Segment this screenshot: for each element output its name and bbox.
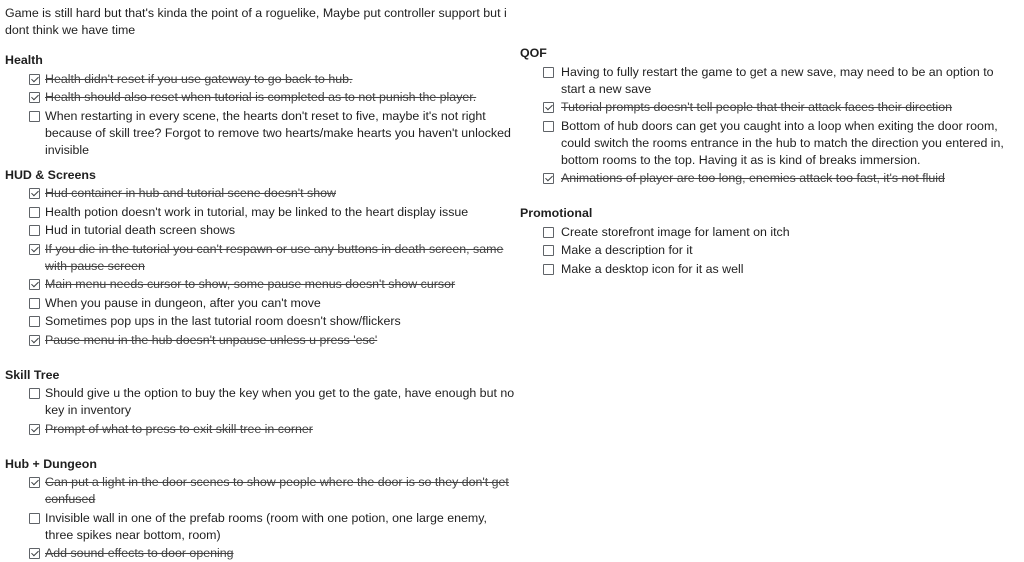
item-text: Can put a light in the door scenes to show people where the door is so they don't get confused (45, 475, 509, 506)
checklist-item (5, 332, 515, 349)
section-title: Promotional (520, 205, 1020, 222)
item-text: Should give u the option to buy the key when you get to the gate, have enough but no key in inventory (45, 386, 514, 417)
item-text: Prompt of what to press to exit skill tree in corner (45, 422, 313, 436)
checklist-item (5, 295, 515, 312)
section-health (5, 52, 515, 159)
item-text: Hud container in hub and tutorial scene doesn't show (45, 186, 336, 200)
checkbox[interactable] (543, 227, 554, 238)
checklist-item (520, 170, 1020, 187)
checkbox[interactable] (29, 335, 40, 346)
checklist-item (5, 474, 515, 508)
section-title: QOF (520, 45, 1020, 62)
checkbox[interactable] (29, 316, 40, 327)
checklist-item (5, 241, 515, 275)
item-text: Main menu needs cursor to show, some pause menus doesn't show cursor (45, 277, 455, 291)
section-title: HUD & Screens (5, 167, 515, 184)
checklist-item (5, 71, 515, 88)
checklist-item (5, 313, 515, 330)
item-text: When you pause in dungeon, after you can't move (45, 296, 321, 310)
item-text: Pause menu in the hub doesn't unpause unless u press 'esc' (45, 333, 377, 347)
checkbox[interactable] (29, 111, 40, 122)
checkbox[interactable] (543, 173, 554, 184)
checklist-item (520, 242, 1020, 259)
checklist (5, 474, 515, 562)
checklist-item (520, 224, 1020, 241)
item-text: Hud in tutorial death screen shows (45, 223, 235, 237)
checklist-item (5, 222, 515, 239)
checklist-item (5, 89, 515, 106)
checklist-item (5, 510, 515, 544)
item-text: Tutorial prompts doesn't tell people that their attack faces their direction (561, 100, 952, 114)
checklist-item (520, 118, 1020, 169)
item-text: Animations of player are too long, enemies attack too fast, it's not fluid (561, 171, 945, 185)
section-title: Health (5, 52, 515, 69)
checkbox[interactable] (29, 298, 40, 309)
item-text: If you die in the tutorial you can't respawn or use any buttons in death screen, same with pause screen (45, 242, 503, 273)
checkbox[interactable] (543, 121, 554, 132)
item-text: Health didn't reset if you use gateway to go back to hub. (45, 72, 353, 86)
section-promotional (520, 205, 1020, 278)
item-text: Bottom of hub doors can get you caught into a loop when exiting the door room, could switch the rooms entrance in the hub to match the direction you entered in, bottom rooms to the top. Having it as is kind of breaks immersion. (561, 119, 1004, 167)
checkbox[interactable] (29, 279, 40, 290)
item-text: Health should also reset when tutorial is completed as to not punish the player. (45, 90, 476, 104)
checkbox[interactable] (29, 477, 40, 488)
checkbox[interactable] (29, 74, 40, 85)
checkbox[interactable] (543, 67, 554, 78)
intro-paragraph: Game is still hard but that's kinda the point of a roguelike, Maybe put controller support but i dont think we have time (5, 5, 515, 39)
checklist-item (520, 261, 1020, 278)
checklist (520, 224, 1020, 278)
left-column (5, 52, 515, 562)
checklist (5, 385, 515, 438)
section-qof (520, 45, 1020, 187)
checkbox[interactable] (29, 548, 40, 559)
checkbox[interactable] (29, 92, 40, 103)
checkbox[interactable] (543, 102, 554, 113)
checklist-item (5, 385, 515, 419)
item-text: Sometimes pop ups in the last tutorial room doesn't show/flickers (45, 314, 401, 328)
checklist-item (5, 204, 515, 221)
checklist-item (5, 545, 515, 562)
item-text: Invisible wall in one of the prefab rooms (room with one potion, one large enemy, three spikes near bottom, room) (45, 511, 487, 542)
checkbox[interactable] (29, 244, 40, 255)
checkbox[interactable] (29, 513, 40, 524)
checkbox[interactable] (29, 188, 40, 199)
right-column (520, 45, 1020, 278)
checkbox[interactable] (29, 225, 40, 236)
checkbox[interactable] (543, 264, 554, 275)
item-text: Make a description for it (561, 243, 693, 257)
checklist-item (520, 99, 1020, 116)
item-text: Add sound effects to door opening (45, 546, 234, 560)
checklist (520, 64, 1020, 188)
checklist-item (5, 276, 515, 293)
checkbox[interactable] (29, 207, 40, 218)
checklist-item (520, 64, 1020, 98)
section-skill-tree (5, 367, 515, 438)
section-title: Skill Tree (5, 367, 515, 384)
checkbox[interactable] (29, 424, 40, 435)
item-text: Having to fully restart the game to get a new save, may need to be an option to start a new save (561, 65, 994, 96)
section-hud-screens (5, 167, 515, 349)
checkbox[interactable] (29, 388, 40, 399)
section-title: Hub + Dungeon (5, 456, 515, 473)
checklist-item (5, 108, 515, 159)
checklist-item (5, 185, 515, 202)
section-hub-dungeon (5, 456, 515, 562)
item-text: When restarting in every scene, the hearts don't reset to five, maybe it's not right because of skill tree? Forgot to remove two hearts/make hearts you haven't unlocked invisible (45, 109, 511, 157)
checklist (5, 71, 515, 159)
item-text: Health potion doesn't work in tutorial, may be linked to the heart display issue (45, 205, 468, 219)
checkbox[interactable] (543, 245, 554, 256)
checklist-item (5, 421, 515, 438)
item-text: Make a desktop icon for it as well (561, 262, 744, 276)
checklist (5, 185, 515, 349)
item-text: Create storefront image for lament on itch (561, 225, 790, 239)
